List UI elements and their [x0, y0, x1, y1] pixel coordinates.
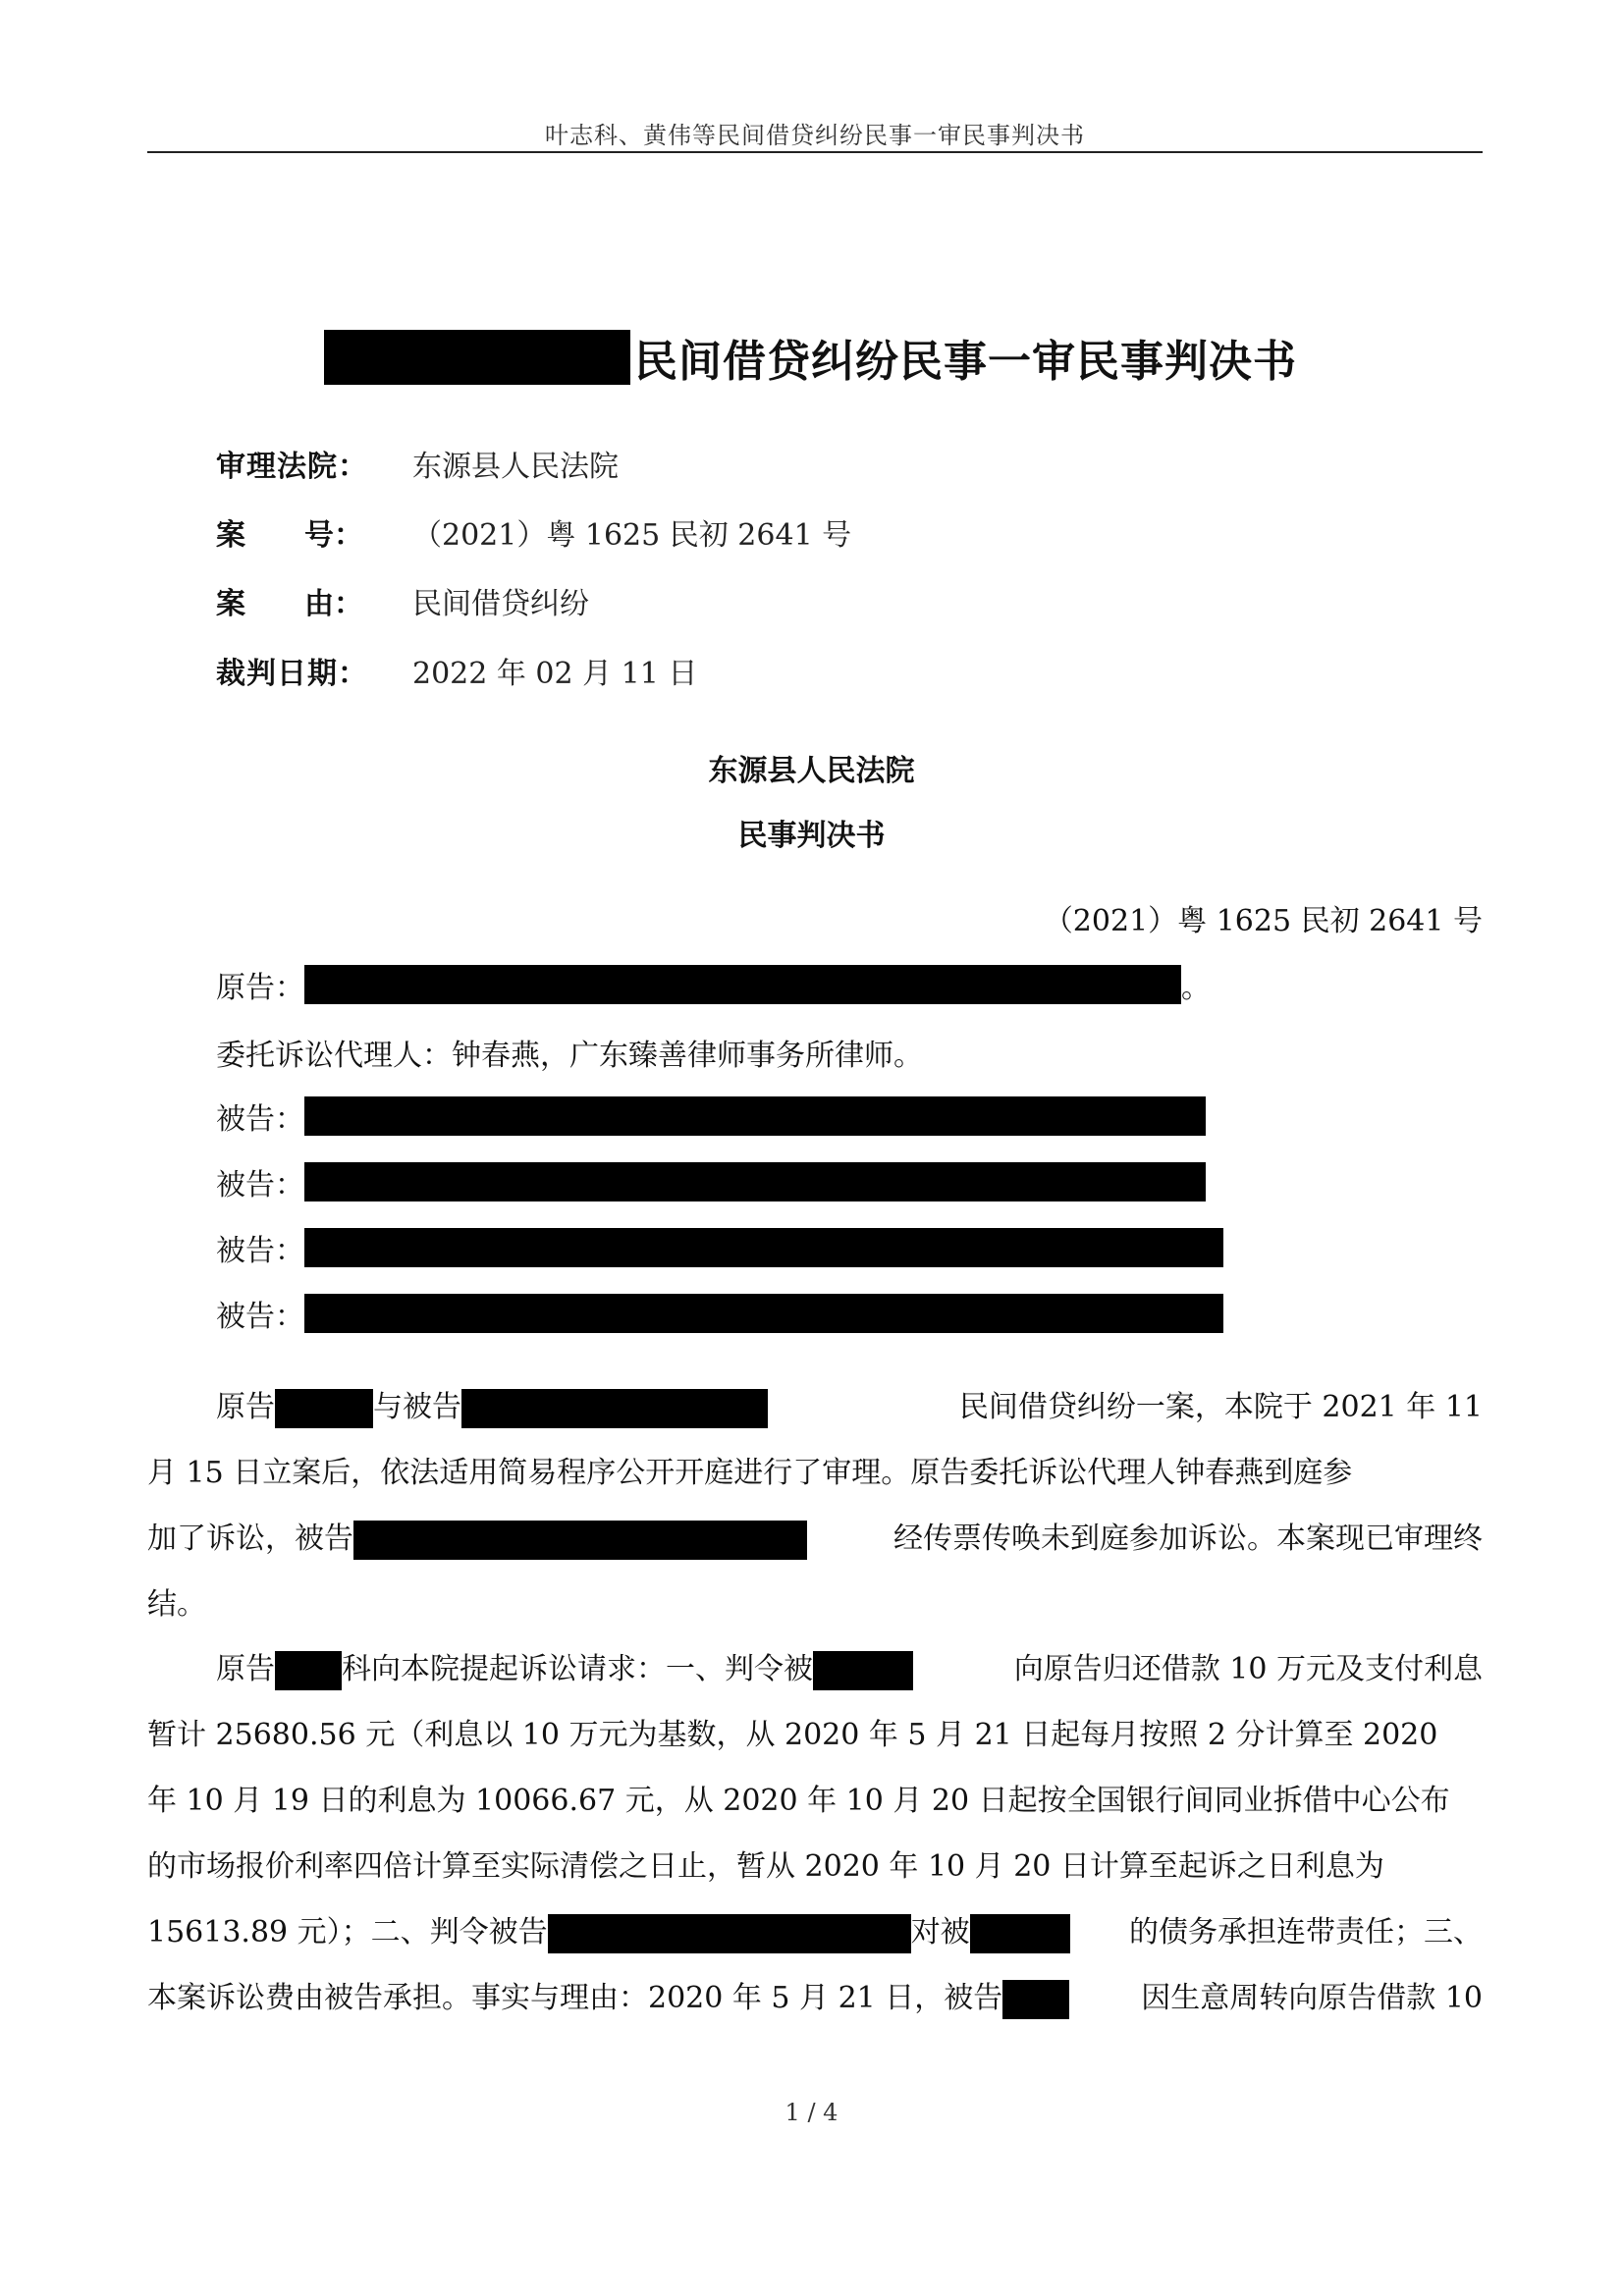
text: 向原告归还借款 10 万元及支付利息: [1013, 1652, 1483, 1686]
text: 本案诉讼费由被告承担。事实与理由：2020 年 5 月 21 日，被告: [147, 1981, 1003, 2015]
agent-text: 委托诉讼代理人：钟春燕，广东臻善律师事务所律师。: [216, 1039, 923, 1073]
meta-cause: [216, 579, 589, 622]
page-number: 1 / 4: [784, 2099, 839, 2126]
meta-value: 东源县人民法院: [412, 450, 619, 484]
text-line: 月 15 日立案后，依法适用简易程序公开开庭进行了审理。原告委托诉讼代理人钟春燕到庭参: [147, 1456, 1353, 1490]
text-line: [147, 1374, 1483, 1440]
party-label: 被告：: [216, 1300, 304, 1334]
text-line: 结。: [147, 1587, 206, 1622]
text: 的债务承担连带责任；三、: [1129, 1915, 1483, 1949]
text-line: [147, 1636, 1483, 1702]
redaction-block: [548, 1914, 911, 1953]
header-divider: [147, 151, 1483, 153]
text-line: 暂计 25680.56 元（利息以 10 万元为基数，从 2020 年 5 月 21 日起每月按照 2 分计算至 2020: [147, 1718, 1438, 1752]
meta-label: 裁判日期：: [216, 657, 368, 691]
redaction-block: [970, 1914, 1070, 1953]
meta-value: 民间借贷纠纷: [412, 587, 589, 621]
party-end: 。: [1181, 971, 1211, 1005]
text: 15613.89 元）；二、判令被告: [147, 1915, 548, 1949]
text-line: [147, 1899, 1483, 1965]
redaction-block: [304, 1096, 1206, 1136]
redaction-block: [1002, 1980, 1069, 2019]
meta-value: 2022 年 02 月 11 日: [412, 657, 698, 691]
redaction-block: [304, 965, 1181, 1004]
text-line: 的市场报价利率四倍计算至实际清偿之日止，暂从 2020 年 10 月 20 日计算至起诉之日利息为: [147, 1849, 1384, 1884]
defendant-row: [216, 1159, 1206, 1204]
running-header: 叶志科、黄伟等民间借贷纠纷民事一审民事判决书: [545, 122, 1085, 149]
paragraph-case-intro: [147, 1374, 1483, 1637]
party-label: 原告：: [216, 971, 304, 1005]
redaction-block: [304, 1294, 1223, 1333]
defendant-row: [216, 1291, 1223, 1336]
redaction-block: [275, 1389, 373, 1428]
redaction-block: [461, 1389, 768, 1428]
meta-value: （2021）粤 1625 民初 2641 号: [412, 518, 852, 553]
text: 因生意周转向原告借款 10: [1141, 1981, 1483, 2015]
title-text: 民间借贷纠纷民事一审民事判决书: [634, 337, 1297, 387]
case-number: （2021）粤 1625 民初 2641 号: [1043, 904, 1483, 938]
redaction-block: [324, 330, 630, 385]
meta-date: [216, 649, 697, 692]
meta-case-no: [216, 510, 851, 554]
defendant-row: [216, 1225, 1223, 1270]
meta-court: [216, 442, 619, 485]
meta-label: 案 号：: [216, 518, 363, 553]
text-line: [147, 1506, 1483, 1572]
redaction-block: [304, 1162, 1206, 1201]
redaction-block: [275, 1651, 342, 1690]
plaintiff-row: [216, 962, 1211, 1007]
text-line: 年 10 月 19 日的利息为 10066.67 元，从 2020 年 10 月 20 日起按全国银行间同业拆借中心公布: [147, 1784, 1450, 1818]
party-label: 被告：: [216, 1234, 304, 1268]
text: 加了诉讼，被告: [147, 1522, 353, 1556]
party-label: 被告：: [216, 1102, 304, 1137]
text: 经传票传唤未到庭参加诉讼。本案现已审理终: [893, 1522, 1483, 1556]
agent-row: [216, 1030, 923, 1075]
text: 科向本院提起诉讼请求：一、判令被: [342, 1652, 813, 1686]
redaction-block: [304, 1228, 1223, 1267]
document-type: 民事判决书: [737, 819, 886, 853]
meta-label: 审理法院：: [216, 450, 368, 484]
paragraph-claims: [147, 1636, 1483, 2031]
text-line: [147, 1965, 1483, 2031]
court-name: 东源县人民法院: [708, 754, 915, 788]
defendant-row: [216, 1094, 1206, 1139]
meta-label: 案 由：: [216, 587, 363, 621]
party-label: 被告：: [216, 1168, 304, 1202]
document-title: [324, 328, 1297, 387]
text: 原告: [216, 1652, 275, 1686]
text: 原告: [216, 1390, 275, 1424]
redaction-block: [353, 1521, 807, 1560]
text: 与被告: [373, 1390, 461, 1424]
redaction-block: [813, 1651, 913, 1690]
text: 对被: [910, 1915, 970, 1949]
text: 民间借贷纠纷一案，本院于 2021 年 11: [958, 1390, 1483, 1424]
